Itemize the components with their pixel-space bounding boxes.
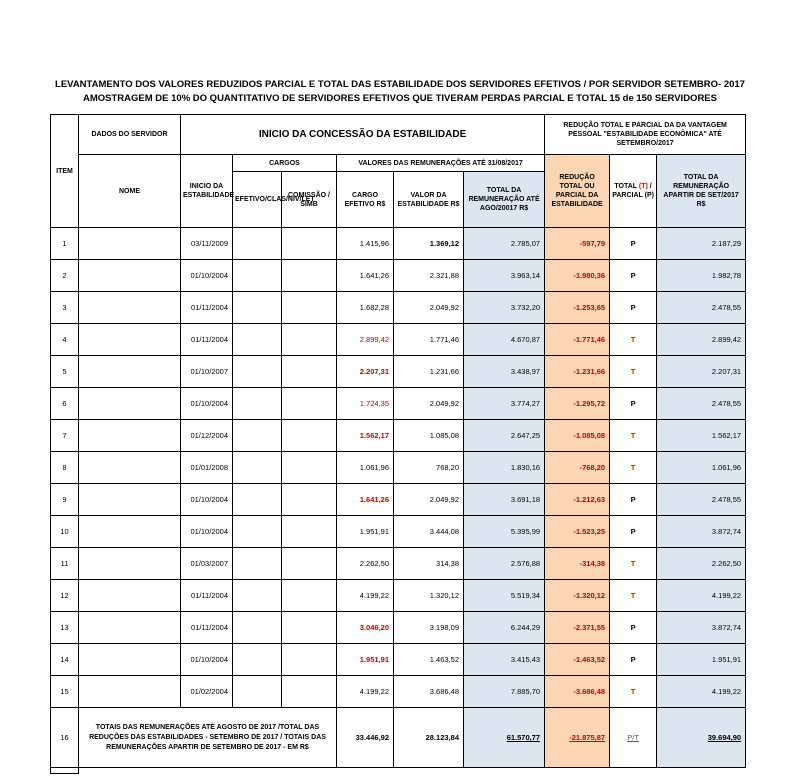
cell-tp: T — [610, 452, 657, 484]
cell-nome — [79, 356, 181, 388]
header-item: ITEM — [51, 115, 79, 228]
cell-nome — [79, 452, 181, 484]
cell-valor-estabilidade: 2.321,88 — [394, 260, 464, 292]
cell-inicio-estabilidade: 01/02/2004 — [181, 676, 233, 708]
totals-reducao — [545, 708, 610, 768]
totals-row — [51, 708, 746, 768]
cell-reducao: -597,79 — [545, 228, 610, 260]
cell-item: 3 — [51, 292, 79, 324]
cell-item: 10 — [51, 516, 79, 548]
cell-inicio-estabilidade: 01/11/2004 — [181, 324, 233, 356]
cell-cargo-efetivo: 2.899,42 — [337, 324, 394, 356]
cell-valor-estabilidade: 2.049,92 — [394, 484, 464, 516]
cell-total-ago: 6.244,29 — [464, 612, 545, 644]
cell-efetivo — [233, 452, 282, 484]
cell-nome — [79, 324, 181, 356]
header-valores-remuneracoes: VALORES DAS REMUNERAÇÕES ATÉ 31/08/2017 — [337, 155, 545, 172]
cell-total-set: 1.982,78 — [657, 260, 746, 292]
cell-tp: P — [610, 228, 657, 260]
cell-nome — [79, 388, 181, 420]
header-reducao-title: REDUÇÃO TOTAL E PARCIAL DA DA VANTAGEM PESSOAL "ESTABILIDADE ECONÔMICA" ATÉ SETEMBRO/2017 — [545, 115, 746, 155]
cell-comissao — [282, 452, 337, 484]
cell-item: 11 — [51, 548, 79, 580]
cell-efetivo — [233, 356, 282, 388]
cell-total-ago: 5.519,34 — [464, 580, 545, 612]
header-total-label: TOTAL — [614, 183, 637, 190]
cell-total-ago: 3.774,27 — [464, 388, 545, 420]
cell-total-ago: 3.415,43 — [464, 644, 545, 676]
cell-cargo-efetivo: 1.951,91 — [337, 516, 394, 548]
totals-label: TOTAIS DAS REMUNERAÇÕES ATÉ AGOSTO DE 2017 /TOTAL DAS REDUÇÕES DAS ESTABILIDADES - SETEMBRO DE 2017 / TOTAIS DAS REMUNERAÇÕES APARTIR DE SETEMBRO DE 2017 - EM R$ — [79, 708, 337, 768]
cell-item: 2 — [51, 260, 79, 292]
cell-inicio-estabilidade: 01/12/2004 — [181, 420, 233, 452]
cell-tp: P — [610, 388, 657, 420]
cell-comissao — [282, 676, 337, 708]
cell-item: 7 — [51, 420, 79, 452]
cell-valor-estabilidade: 314,38 — [394, 548, 464, 580]
cell-nome — [79, 612, 181, 644]
cell-comissao — [282, 580, 337, 612]
table-row — [51, 452, 746, 484]
cell-valor-estabilidade: 2.049,92 — [394, 388, 464, 420]
header-total-remuneracao-set: TOTAL DA REMUNERAÇÃO APARTIR DE SET/2017 R$ — [657, 155, 746, 228]
totals-total-ago — [464, 708, 545, 768]
cell-reducao: -1.231,66 — [545, 356, 610, 388]
cell-item: 6 — [51, 388, 79, 420]
cell-tp: P — [610, 644, 657, 676]
cell-nome — [79, 228, 181, 260]
cell-reducao: -1.980,36 — [545, 260, 610, 292]
table-row — [51, 612, 746, 644]
table-row — [51, 644, 746, 676]
cell-valor-estabilidade: 768,20 — [394, 452, 464, 484]
document-subtitle: AMOSTRAGEM DE 10% DO QUANTITATIVO DE SERVIDORES EFETIVOS QUE TIVERAM PERDAS PARCIAL E TOTAL 15 de 150 SERVIDORES — [83, 93, 717, 104]
cell-valor-estabilidade: 1.320,12 — [394, 580, 464, 612]
header-valor-estabilidade: VALOR DA ESTABILIDADE R$ — [394, 172, 464, 228]
cell-total-ago: 5.395,99 — [464, 516, 545, 548]
cell-efetivo — [233, 324, 282, 356]
cell-cargo-efetivo: 1.061,96 — [337, 452, 394, 484]
totals-total-set — [657, 708, 746, 768]
cell-total-ago: 2.785,07 — [464, 228, 545, 260]
totals-tp-value: P/T — [627, 733, 639, 742]
cell-reducao: -1.295,72 — [545, 388, 610, 420]
cell-nome — [79, 548, 181, 580]
header-total-parcial — [610, 155, 657, 228]
cell-reducao: -314,38 — [545, 548, 610, 580]
totals-valor-estabilidade: 28.123,84 — [394, 708, 464, 768]
cell-total-set: 2.478,55 — [657, 388, 746, 420]
cell-reducao: -1.320,12 — [545, 580, 610, 612]
cell-item: 5 — [51, 356, 79, 388]
cell-cargo-efetivo: 1.951,91 — [337, 644, 394, 676]
cell-comissao — [282, 420, 337, 452]
cell-total-set: 4.199,22 — [657, 580, 746, 612]
cell-item: 14 — [51, 644, 79, 676]
cell-total-set: 3.872,74 — [657, 612, 746, 644]
cell-nome — [79, 260, 181, 292]
cell-valor-estabilidade: 1.463,52 — [394, 644, 464, 676]
cell-total-set: 1.061,96 — [657, 452, 746, 484]
cell-cargo-efetivo: 1.682,28 — [337, 292, 394, 324]
cell-total-ago: 1.830,16 — [464, 452, 545, 484]
cell-item: 1 — [51, 228, 79, 260]
header-t-mark: (T) — [638, 183, 648, 190]
cell-reducao: -1.771,46 — [545, 324, 610, 356]
cell-valor-estabilidade: 3.686,48 — [394, 676, 464, 708]
cell-total-ago: 2.576,88 — [464, 548, 545, 580]
table-row — [51, 484, 746, 516]
cell-total-ago: 4.670,87 — [464, 324, 545, 356]
cell-item: 9 — [51, 484, 79, 516]
header-inicio-estabilidade: INICIO DA ESTABILIDADE — [181, 155, 233, 228]
cell-tp: T — [610, 548, 657, 580]
cell-reducao: -1.085,08 — [545, 420, 610, 452]
cell-inicio-estabilidade: 03/11/2009 — [181, 228, 233, 260]
table-row — [51, 324, 746, 356]
cell-inicio-estabilidade: 01/01/2008 — [181, 452, 233, 484]
cell-total-set: 1.562,17 — [657, 420, 746, 452]
cell-total-set: 2.207,31 — [657, 356, 746, 388]
cell-valor-estabilidade: 1.369,12 — [394, 228, 464, 260]
cell-cargo-efetivo: 1.415,96 — [337, 228, 394, 260]
cell-cargo-efetivo: 1.724,35 — [337, 388, 394, 420]
table-row — [51, 548, 746, 580]
cell-tp: P — [610, 260, 657, 292]
cell-cargo-efetivo: 1.641,26 — [337, 260, 394, 292]
cell-efetivo — [233, 580, 282, 612]
cell-comissao — [282, 356, 337, 388]
table-row — [51, 420, 746, 452]
cell-efetivo — [233, 516, 282, 548]
cell-efetivo — [233, 388, 282, 420]
cell-inicio-estabilidade: 01/10/2007 — [181, 356, 233, 388]
table-row — [51, 292, 746, 324]
cell-tp: T — [610, 420, 657, 452]
cell-nome — [79, 484, 181, 516]
servers-table — [50, 114, 746, 774]
cell-total-set: 2.478,55 — [657, 484, 746, 516]
cell-total-set: 2.478,55 — [657, 292, 746, 324]
cell-cargo-efetivo: 2.262,50 — [337, 548, 394, 580]
cell-item: 12 — [51, 580, 79, 612]
cell-comissao — [282, 260, 337, 292]
cell-reducao: -1.253,65 — [545, 292, 610, 324]
cell-reducao: -1.523,25 — [545, 516, 610, 548]
cell-total-ago: 7.885,70 — [464, 676, 545, 708]
cell-inicio-estabilidade: 01/11/2004 — [181, 292, 233, 324]
cell-tp: P — [610, 292, 657, 324]
cell-valor-estabilidade: 1.771,46 — [394, 324, 464, 356]
totals-item: 16 — [51, 708, 79, 768]
cell-total-set: 4.199,22 — [657, 676, 746, 708]
cell-comissao — [282, 388, 337, 420]
cell-inicio-estabilidade: 01/03/2007 — [181, 548, 233, 580]
cell-comissao — [282, 228, 337, 260]
cell-efetivo — [233, 676, 282, 708]
table-row — [51, 516, 746, 548]
cell-efetivo — [233, 612, 282, 644]
cell-reducao: -2.371,55 — [545, 612, 610, 644]
cell-item: 15 — [51, 676, 79, 708]
cell-item: 13 — [51, 612, 79, 644]
cell-total-ago: 3.963,14 — [464, 260, 545, 292]
cell-total-set: 2.899,42 — [657, 324, 746, 356]
cell-inicio-estabilidade: 01/10/2004 — [181, 388, 233, 420]
cell-efetivo — [233, 228, 282, 260]
cell-reducao: -3.686,48 — [545, 676, 610, 708]
cell-valor-estabilidade: 1.231,66 — [394, 356, 464, 388]
cell-cargo-efetivo: 4.199,22 — [337, 580, 394, 612]
cell-efetivo — [233, 260, 282, 292]
table-row — [51, 260, 746, 292]
cell-item: 4 — [51, 324, 79, 356]
cell-inicio-estabilidade: 01/10/2004 — [181, 260, 233, 292]
cell-cargo-efetivo: 1.641,26 — [337, 484, 394, 516]
header-inicio-concessao: INICIO DA CONCESSÃO DA ESTABILIDADE — [181, 115, 545, 155]
table-row — [51, 228, 746, 260]
cell-total-ago: 3.732,20 — [464, 292, 545, 324]
document-title: LEVANTAMENTO DOS VALORES REDUZIDOS PARCIAL E TOTAL DAS ESTABILIDADE DOS SERVIDORES EFETIVOS / POR SERVIDOR SETEMBRO- 2017 — [55, 79, 745, 90]
totals-total-ago-value: 61.570,77 — [506, 733, 541, 742]
totals-reducao-value: -21.875,87 — [569, 733, 606, 742]
cell-nome — [79, 676, 181, 708]
table-row — [51, 388, 746, 420]
cell-nome — [79, 516, 181, 548]
cell-total-set: 1.951,91 — [657, 644, 746, 676]
cell-valor-estabilidade: 3.198,09 — [394, 612, 464, 644]
cell-comissao — [282, 548, 337, 580]
cell-total-ago: 3.438,97 — [464, 356, 545, 388]
cell-valor-estabilidade: 3.444,08 — [394, 516, 464, 548]
cell-inicio-estabilidade: 01/10/2004 — [181, 484, 233, 516]
cell-nome — [79, 420, 181, 452]
cell-reducao: -768,20 — [545, 452, 610, 484]
cell-efetivo — [233, 420, 282, 452]
cell-comissao — [282, 612, 337, 644]
header-dados-servidor: DADOS DO SERVIDOR — [79, 115, 181, 155]
cell-efetivo — [233, 484, 282, 516]
table-row — [51, 676, 746, 708]
cell-tp: T — [610, 356, 657, 388]
cell-total-ago: 3.691,18 — [464, 484, 545, 516]
cell-total-set: 3.872,74 — [657, 516, 746, 548]
cell-inicio-estabilidade: 01/11/2004 — [181, 580, 233, 612]
cell-comissao — [282, 484, 337, 516]
totals-cargo-efetivo: 33.446,92 — [337, 708, 394, 768]
cell-total-ago: 2.647,25 — [464, 420, 545, 452]
cell-item: 8 — [51, 452, 79, 484]
cell-tp: P — [610, 612, 657, 644]
cell-cargo-efetivo: 3.046,20 — [337, 612, 394, 644]
cell-inicio-estabilidade: 01/11/2004 — [181, 612, 233, 644]
cell-nome — [79, 644, 181, 676]
cell-nome — [79, 580, 181, 612]
cell-comissao — [282, 516, 337, 548]
cell-total-set: 2.187,29 — [657, 228, 746, 260]
cell-tp: P — [610, 484, 657, 516]
cell-reducao: -1.212,63 — [545, 484, 610, 516]
cell-tp: T — [610, 580, 657, 612]
cell-inicio-estabilidade: 01/10/2004 — [181, 644, 233, 676]
table-row — [51, 356, 746, 388]
header-cargos: CARGOS — [233, 155, 337, 172]
header-comissao: COMISSÃO / SIMB — [282, 172, 337, 228]
header-parcial-label: / PARCIAL (P) — [612, 183, 654, 199]
header-efetivo: EFETIVO/CLAS/NIV/LET — [233, 172, 282, 228]
cell-cargo-efetivo: 2.207,31 — [337, 356, 394, 388]
header-cargo-efetivo: CARGO EFETIVO R$ — [337, 172, 394, 228]
cell-valor-estabilidade: 1.085,08 — [394, 420, 464, 452]
cell-efetivo — [233, 644, 282, 676]
cell-tp: T — [610, 676, 657, 708]
cell-reducao: -1.463,52 — [545, 644, 610, 676]
cell-tp: T — [610, 324, 657, 356]
cell-cargo-efetivo: 1.562,17 — [337, 420, 394, 452]
cell-cargo-efetivo: 4.199,22 — [337, 676, 394, 708]
cell-comissao — [282, 644, 337, 676]
cell-valor-estabilidade: 2.049,92 — [394, 292, 464, 324]
cell-tp: P — [610, 516, 657, 548]
cell-efetivo — [233, 292, 282, 324]
cell-comissao — [282, 324, 337, 356]
cell-comissao — [282, 292, 337, 324]
cell-total-set: 2.262,50 — [657, 548, 746, 580]
cell-nome — [79, 292, 181, 324]
header-reducao-total-parcial: REDUÇÃO TOTAL OU PARCIAL DA ESTABILIDADE — [545, 155, 610, 228]
cell-efetivo — [233, 548, 282, 580]
header-total-remuneracao-ago: TOTAL DA REMUNERAÇÃO ATÉ AGO/20017 R$ — [464, 172, 545, 228]
totals-tp — [610, 708, 657, 768]
table-row — [51, 580, 746, 612]
header-nome: NOME — [79, 155, 181, 228]
totals-total-set-value: 39.694,90 — [707, 733, 742, 742]
cell-inicio-estabilidade: 01/10/2004 — [181, 516, 233, 548]
